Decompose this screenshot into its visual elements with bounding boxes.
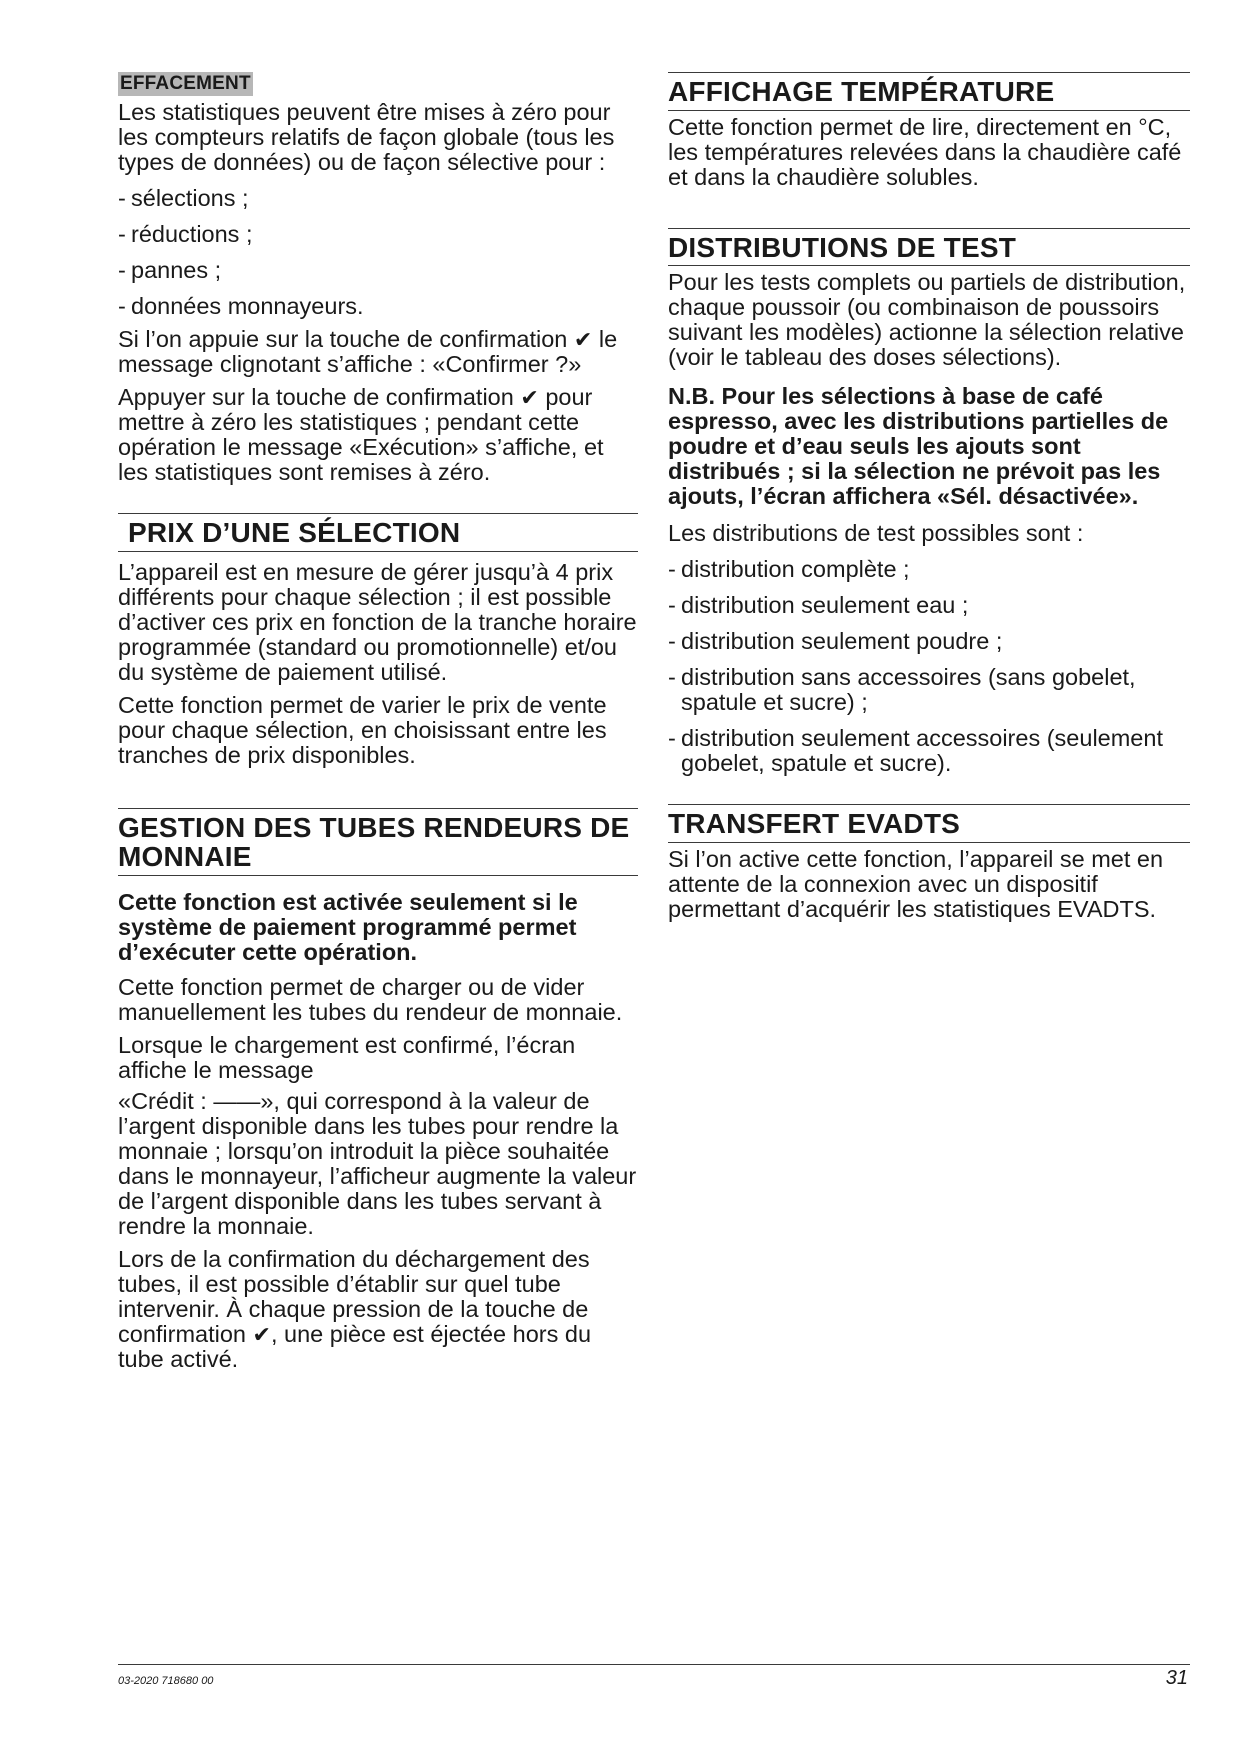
effacement-list [118, 186, 638, 319]
list-item: - réductions ; [118, 222, 638, 247]
gestion-paragraph-4-a: Lors de la confirmation du déchargement des tubes, il est possible d’établir sur quel tube intervenir. À chaque pression de la touche de confirmation [118, 1246, 590, 1348]
list-item: - données monnayeurs. [118, 294, 638, 319]
effacement-paragraph-3-b: pour mettre à zéro les statistiques ; pendant cette opération le message «Exécution» s’affiche, et les statistiques sont remises à zéro. [118, 384, 604, 485]
section-gestion [118, 808, 638, 1372]
list-item: - pannes ; [118, 258, 638, 283]
list-item: - distribution sans accessoires (sans gobelet, spatule et sucre) ; [668, 665, 1190, 715]
effacement-paragraph-3 [118, 385, 638, 485]
distributions-paragraph-2: Les distributions de test possibles sont : [668, 520, 1084, 547]
effacement-tag: EFFACEMENT [120, 73, 251, 94]
section-prix [118, 513, 638, 768]
effacement-paragraph-2-a: Si l’on appuie sur la touche de confirmation [118, 326, 568, 352]
affichage-title: AFFICHAGE TEMPÉRATURE [668, 72, 1190, 111]
right-column [668, 72, 1190, 922]
checkmark-icon: ✔ [520, 385, 539, 410]
list-item: - distribution seulement eau ; [668, 593, 1190, 618]
section-distributions [668, 228, 1190, 777]
prix-title: PRIX D’UNE SÉLECTION [118, 513, 638, 552]
checkmark-icon: ✔ [573, 327, 593, 352]
list-item: - sélections ; [118, 186, 638, 211]
section-affichage [668, 72, 1190, 190]
gestion-paragraph-3: «Crédit : ——», qui correspond à la valeur de l’argent disponible dans les tubes pour rendre la monnaie ; lorsqu’on introduit la pièce souhaitée dans le monnayeur, l’afficheur augmente la valeur de l’argent disponible dans les tubes servant à rendre la monnaie. [118, 1088, 637, 1240]
distributions-title: DISTRIBUTIONS DE TEST [668, 228, 1190, 267]
left-column [118, 72, 638, 1372]
checkmark-icon: ✔ [252, 1322, 271, 1348]
section-effacement [118, 72, 638, 485]
gestion-bold-note: Cette fonction est activée seulement si le système de paiement programmé permet d’exécuter cette opération. [118, 889, 578, 966]
gestion-paragraph-4 [118, 1247, 638, 1372]
effacement-paragraph-2-b: le message clignotant s’affiche : «Confirmer ?» [118, 326, 618, 377]
section-transfert [668, 804, 1190, 922]
prix-paragraph-1: L’appareil est en mesure de gérer jusqu’à 4 prix différents pour chaque sélection ; il est possible d’activer ces prix en fonction de la tranche horaire programmée (standard ou promotionnelle) et/ou du système de paiement utilisé. [118, 558, 637, 685]
page-number: 31 [1165, 1667, 1188, 1689]
gestion-paragraph-4-b: , une pièce est éjectée hors du tube activé. [118, 1321, 592, 1373]
transfert-title: TRANSFERT EVADTS [668, 804, 1190, 843]
distributions-list [668, 557, 1190, 776]
effacement-paragraph-3-a: Appuyer sur la touche de confirmation [118, 384, 514, 410]
list-item: - distribution complète ; [668, 557, 1190, 582]
distributions-nb-note: N.B. Pour les sélections à base de café espresso, avec les distributions partielles de poudre et d’eau seuls les ajouts sont distribués ; si la sélection ne prévoit pas les ajouts, l’écran affichera «Sél. désactivée». [668, 383, 1169, 510]
list-item: - distribution seulement accessoires (seulement gobelet, spatule et sucre). [668, 726, 1190, 776]
document-code: 03-2020 718680 00 [118, 1675, 214, 1687]
distributions-paragraph-1: Pour les tests complets ou partiels de distribution, chaque poussoir (ou combinaison de poussoirs suivant les modèles) actionne la sélection relative (voir le tableau des doses sélections). [668, 269, 1186, 371]
prix-paragraph-2: Cette fonction permet de varier le prix de vente pour chaque sélection, en choisissant entre les tranches de prix disponibles. [118, 691, 607, 768]
transfert-paragraph-1: Si l’on active cette fonction, l’appareil se met en attente de la connexion avec un dispositif permettant d’acquérir les statistiques EVADTS. [668, 846, 1164, 923]
effacement-paragraph-1: Les statistiques peuvent être mises à zéro pour les compteurs relatifs de façon globale (tous les types de données) ou de façon sélective pour : [118, 99, 615, 175]
page-footer [118, 1664, 1190, 1689]
effacement-paragraph-2 [118, 327, 638, 377]
affichage-paragraph-1: Cette fonction permet de lire, directement en °C, les températures relevées dans la chaudière café et dans la chaudière solubles. [668, 113, 1182, 190]
gestion-paragraph-1: Cette fonction permet de charger ou de vider manuellement les tubes du rendeur de monnaie. [118, 974, 623, 1026]
gestion-title: GESTION DES TUBES RENDEURS DE MONNAIE [118, 808, 638, 876]
list-item: - distribution seulement poudre ; [668, 629, 1190, 654]
gestion-paragraph-2: Lorsque le chargement est confirmé, l’écran affiche le message [118, 1032, 576, 1084]
